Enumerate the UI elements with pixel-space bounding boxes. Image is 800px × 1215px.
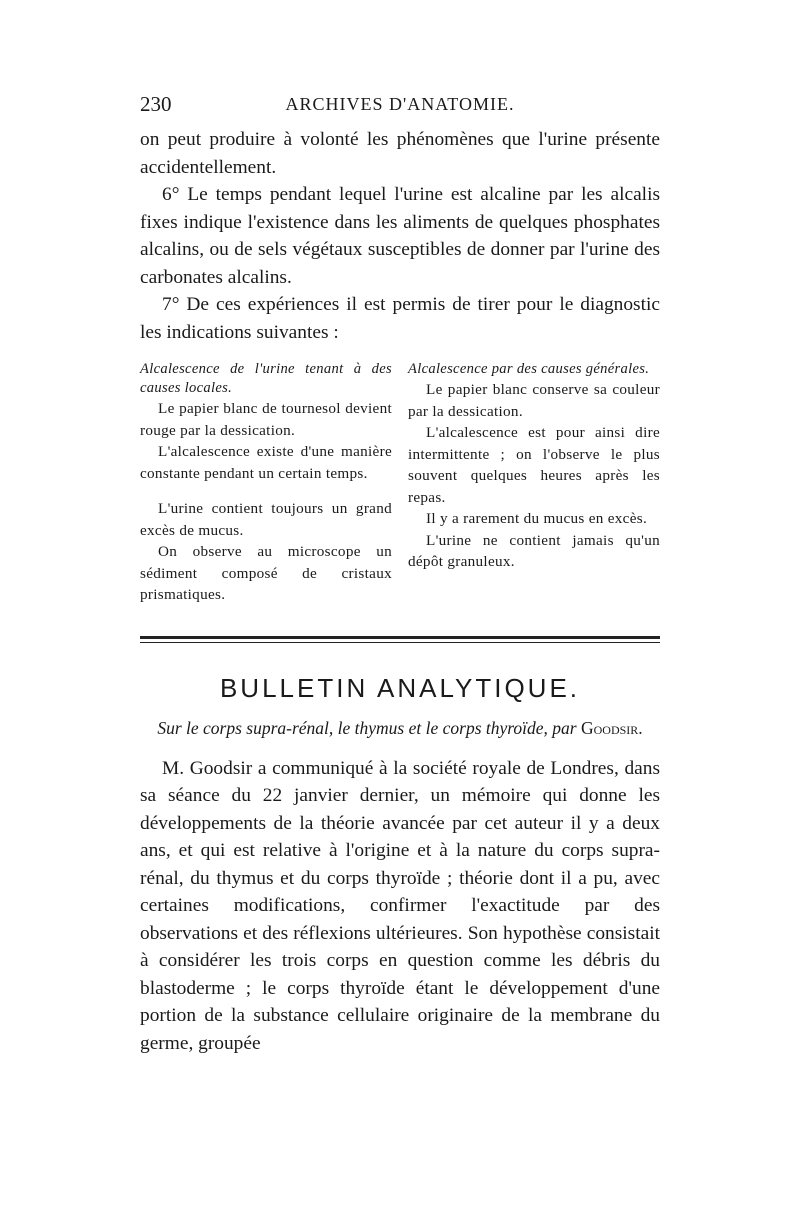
right-column-paragraph: Il y a rarement du mucus en excès. [426, 510, 648, 527]
continuation-paragraph: on peut produire à volonté les phénomènes que l'urine présente accidentellement. [140, 129, 660, 178]
left-column-paragraph: L'urine contient toujours un grand excès de mucus. [140, 500, 392, 539]
left-column-heading: Alcalescence de l'urine tenant à des causes locales. [140, 361, 392, 396]
divider-thick-rule [140, 636, 660, 639]
point-6-paragraph: 6° Le temps pendant lequel l'urine est alcaline par les alcalis fixes indique l'existence dans les aliments de quelques phosphates alcalins, ou de sels végétaux susceptibles de donner par l'urine des carbonates alcalins. [140, 184, 660, 288]
point-7-paragraph: 7° De ces expériences il est permis de tirer pour le diagnostic les indications suivantes : [140, 294, 660, 343]
right-column-paragraph: L'urine ne contient jamais qu'un dépôt granuleux. [408, 531, 660, 570]
right-column [408, 360, 660, 606]
left-column-paragraph: On observe au microscope un sédiment composé de cristaux prismatiques. [140, 543, 392, 603]
section-divider [140, 636, 660, 645]
comparison-columns [140, 360, 660, 606]
article-body [140, 755, 660, 1058]
article-paragraph: M. Goodsir a communiqué à la société royale de Londres, dans sa séance du 22 janvier dernier, un mémoire qui donne les développements de la théorie avancée par cet auteur il y a deux ans, et qui est relative à l'origine et à la nature du corps supra-rénal, du thymus et du corps thyroïde ; théorie dont il a pu, avec certaines modifications, confirmer l'exactitude par des observations et des réflexions ultérieures. Son hypothèse consistait à considérer les trois corps en question comme les débris du blastoderme ; le corps thyroïde étant le développement d'une portion de la substance cellulaire originaire de la membrane du germe, groupée [140, 757, 660, 1054]
right-column-paragraph: L'alcalescence est pour ainsi dire intermittente ; on l'observe le plus souvent quelques heures après les repas. [408, 424, 660, 506]
divider-thin-rule [140, 642, 660, 643]
right-column-paragraph: Le papier blanc conserve sa couleur par la dessication. [408, 381, 660, 420]
page-number: 230 [140, 92, 172, 116]
left-column-paragraph: Le papier blanc de tournesol devient rouge par la dessication. [140, 400, 392, 439]
article-title-text: Sur le corps supra-rénal, le thymus et le corps thyroïde, par [157, 717, 577, 738]
intro-text [140, 126, 660, 346]
page [140, 92, 660, 1057]
right-column-heading: Alcalescence par des causes générales. [408, 361, 650, 377]
journal-title: ARCHIVES D'ANATOMIE. [285, 94, 515, 114]
running-head [140, 92, 660, 126]
section-title: BULLETIN ANALYTIQUE. [219, 672, 581, 703]
left-column [140, 360, 392, 606]
article-title [140, 718, 660, 739]
article-author: Goodsir. [581, 717, 643, 738]
left-column-paragraph: L'alcalescence existe d'une manière constante pendant un certain temps. [140, 443, 392, 482]
